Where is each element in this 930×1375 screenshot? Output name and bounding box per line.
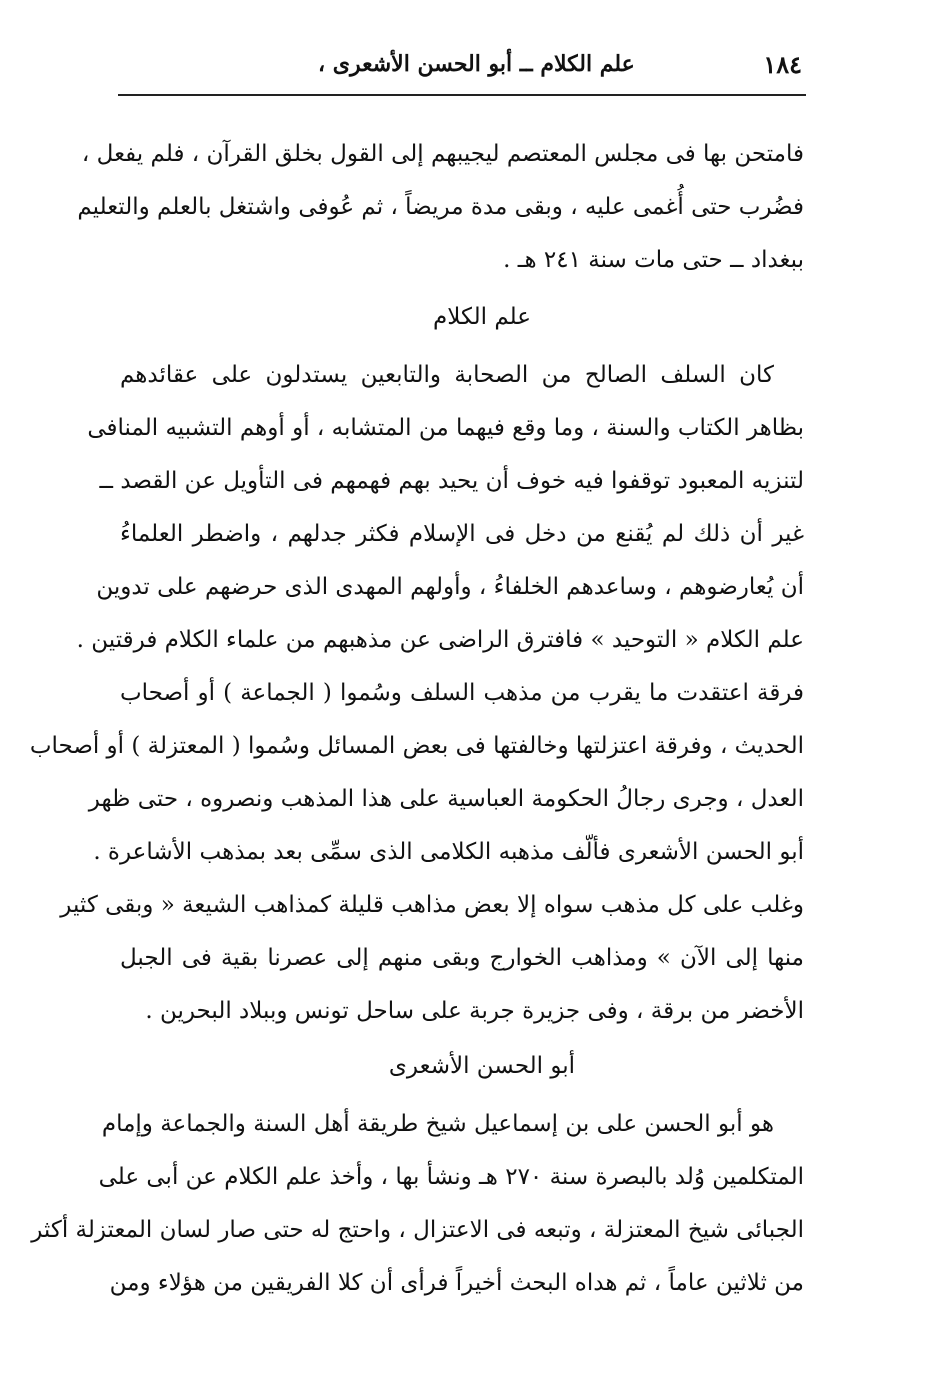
text-line: منها إلى الآن » ومذاهب الخوارج وبقى منهم إلى عصرنا بقية فى الجبل [120, 945, 804, 971]
text-line: كان السلف الصالح من الصحابة والتابعين يستدلون على عقائدهم [120, 362, 774, 388]
page-number: ١٨٤ [763, 49, 802, 79]
text-line: لتنزيه المعبود توقفوا فيه خوف أن يحيد بهم فهمهم فى التأويل عن القصد ــ [99, 468, 804, 494]
text-line: الحديث ، وفرقة اعتزلتها وخالفتها فى بعض المسائل وسُموا ( المعتزلة ) أو أصحاب [29, 733, 804, 759]
text-line: الأخضر من برقة ، وفى جزيرة جربة على ساحل تونس وببلاد البحرين . [145, 998, 804, 1024]
text-line: المتكلمين وُلد بالبصرة سنة ٢٧٠ هـ ونشأ بها ، وأخذ علم الكلام عن أبى على [98, 1164, 804, 1190]
text-line: هو أبو الحسن على بن إسماعيل شيخ طريقة أهل السنة والجماعة وإمام [101, 1111, 774, 1137]
text-line: غير أن ذلك لم يُقنع من دخل فى الإسلام فكثر جدلهم ، واضطر العلماءُ [120, 521, 804, 547]
running-title: علم الكلام ــ أبو الحسن الأشعرى ، [318, 51, 635, 77]
kalam-paragraph [29, 349, 804, 1038]
text-line: ببغداد ــ حتى مات سنة ٢٤١ هـ . [503, 247, 804, 273]
text-line: العدل ، وجرى رجالُ الحكومة العباسية على هذا المذهب ونصروه ، حتى ظهر [88, 786, 804, 812]
section-heading-kalam: علم الكلام [432, 304, 532, 330]
text-line: بظاهر الكتاب والسنة ، وما وقع فيهما من المتشابه ، أو أوهم التشبيه المنافى [87, 415, 804, 441]
text-line: أبو الحسن الأشعرى فألّف مذهبه الكلامى الذى سمِّى بعد بمذهب الأشاعرة . [93, 839, 804, 865]
running-header [118, 44, 802, 84]
text-line: أن يُعارضوهم ، وساعدهم الخلفاءُ ، وأولهم المهدى الذى حرضهم على تدوين [96, 574, 804, 600]
body-text [29, 128, 804, 1310]
text-line: فرقة اعتقدت ما يقرب من مذهب السلف وسُموا ( الجماعة ) أو أصحاب [120, 680, 804, 706]
header-rule [118, 94, 806, 96]
text-line: فامتحن بها فى مجلس المعتصم ليجيبهم إلى القول بخلق القرآن ، فلم يفعل ، [81, 141, 804, 167]
text-line: من ثلاثين عاماً ، ثم هداه البحث أخيراً فرأى أن كلا الفريقين من هؤلاء ومن [109, 1270, 804, 1296]
text-line: فضُرب حتى أُغمى عليه ، وبقى مدة مريضاً ، ثم عُوفى واشتغل بالعلم والتعليم [77, 194, 804, 220]
text-line: الجبائى شيخ المعتزلة ، وتبعه فى الاعتزال ، واحتج له حتى صار لسان المعتزلة أكثر [31, 1217, 804, 1243]
intro-paragraph [77, 128, 804, 287]
section-heading-ashari: أبو الحسن الأشعرى [388, 1053, 576, 1079]
text-line: علم الكلام « التوحيد » فافترق الراضى عن مذهبهم من علماء الكلام فرقتين . [76, 627, 804, 653]
text-line: وغلب على كل مذهب سواه إلا بعض مذاهب قليلة كمذاهب الشيعة « وبقى كثير [60, 892, 804, 918]
ashari-paragraph [31, 1098, 804, 1310]
